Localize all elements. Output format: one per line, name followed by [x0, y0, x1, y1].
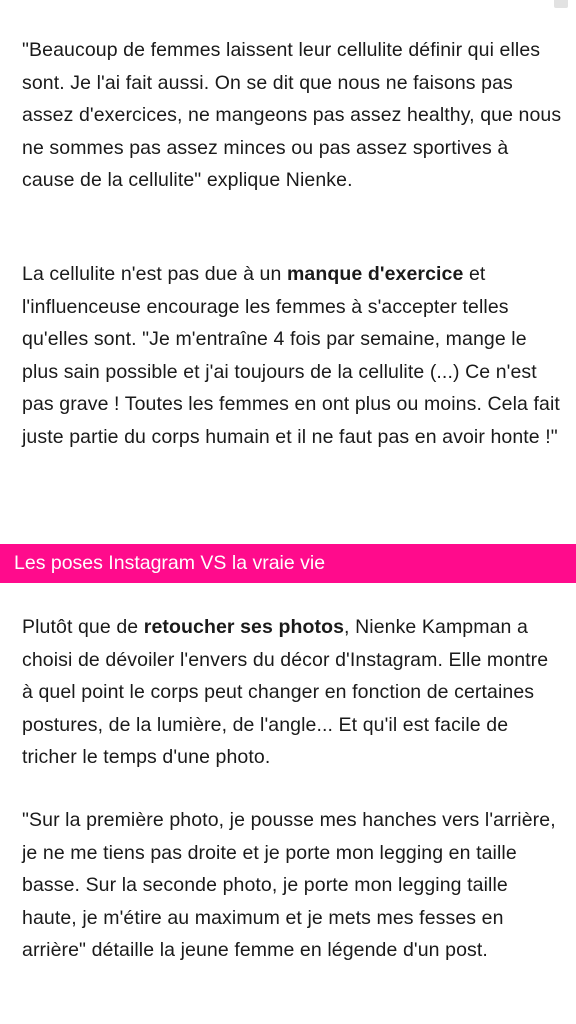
paragraph-text-after: , Nienke Kampman a choisi de dévoiler l'envers du décor d'Instagram. Elle montre à quel point le corps peut changer en fonction de certaines postures, de la lumière, de l'angle... Et qu'il est facile de tricher le temps d'une photo. — [22, 616, 549, 768]
scrollbar-thumb[interactable] — [554, 0, 568, 8]
article-paragraph-4 — [22, 804, 562, 967]
paragraph-text: "Beaucoup de femmes laissent leur cellulite définir qui elles sont. Je l'ai fait aussi. On se dit que nous ne faisons pas assez d'exercices, ne mangeons pas assez healthy, que nous ne sommes pas assez minces ou pas assez sportives à cause de la cellulite" explique Nienke. — [22, 39, 562, 191]
bold-link-manque-exercice[interactable]: manque d'exercice — [286, 263, 464, 285]
paragraph-text-after: et l'influenceuse encourage les femmes à s'accepter telles qu'elles sont. "Je m'entraîne 4 fois par semaine, mange le plus sain possible et j'ai toujours de la cellulite (...) Ce n'est pas grave ! Toutes les femmes en ont plus ou moins. Cela fait juste partie du corps humain et il ne faut pas en avoir honte !" — [22, 263, 560, 448]
paragraph-text: "Sur la première photo, je pousse mes hanches vers l'arrière, je ne me tiens pas droite et je porte mon legging en taille basse. Sur la seconde photo, je porte mon legging taille haute, je m'étire au maximum et je mets mes fesses en arrière" détaille la jeune femme en légende d'un post. — [22, 809, 556, 961]
article-paragraph-3 — [22, 611, 562, 774]
paragraph-text-before: La cellulite n'est pas due à un — [22, 263, 287, 285]
section-header: Les poses Instagram VS la vraie vie — [0, 544, 576, 583]
bold-link-retoucher-photos[interactable]: retoucher ses photos — [143, 616, 345, 638]
article-paragraph-1 — [22, 34, 562, 197]
paragraph-text-before: Plutôt que de — [22, 616, 144, 638]
article-paragraph-2 — [22, 258, 562, 453]
